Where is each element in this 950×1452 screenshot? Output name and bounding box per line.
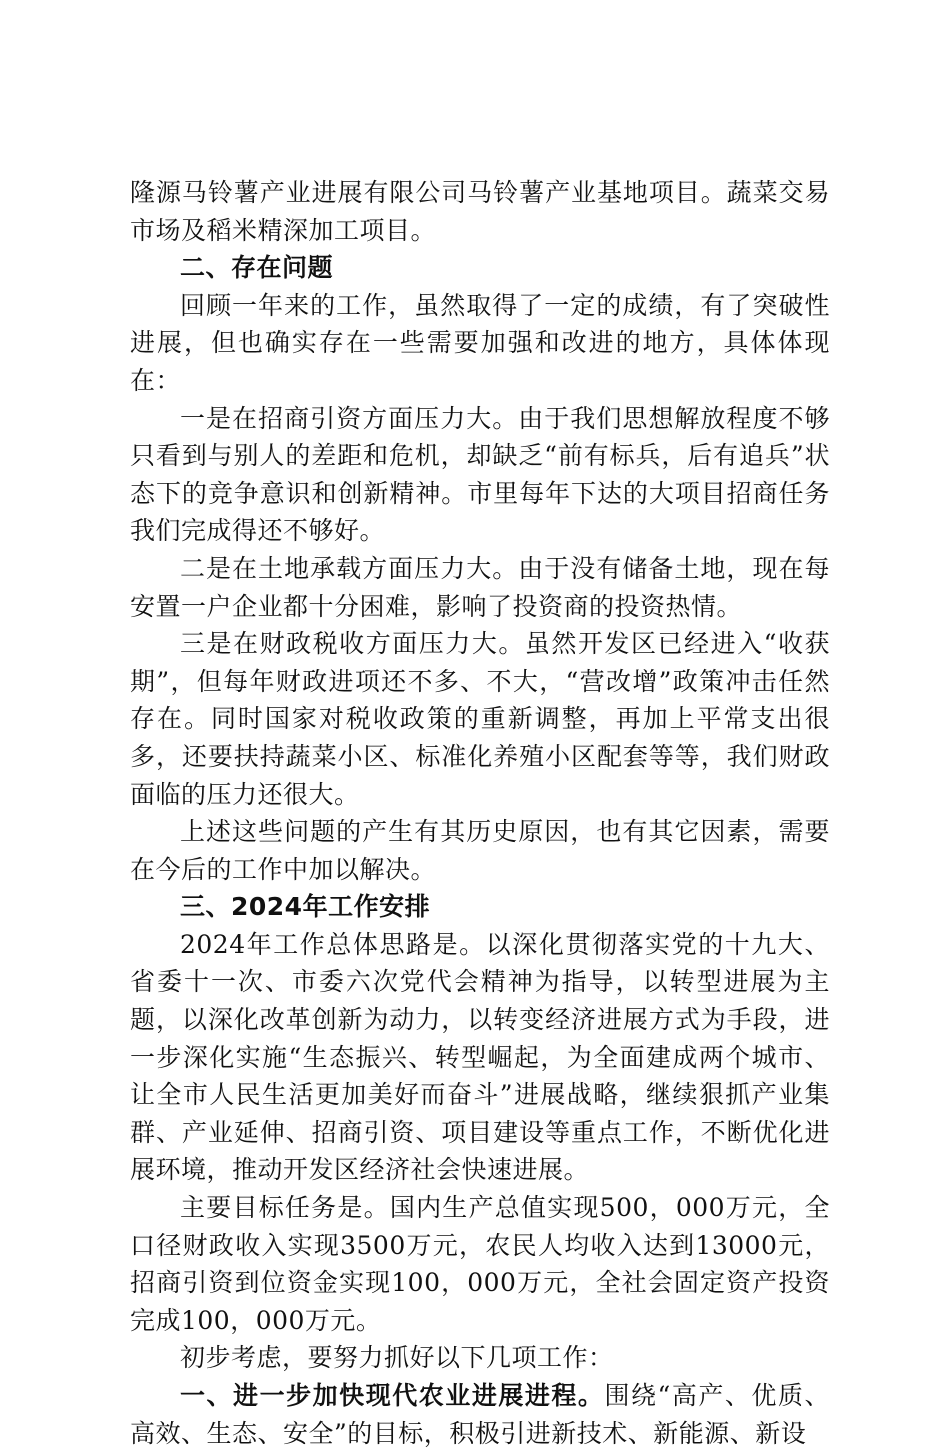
paragraph-overall-approach: 2024年工作总体思路是。以深化贯彻落实党的十九大、省委十一次、市委六次党代会精神为指导，以转型进展为主题，以深化改革创新为动力，以转变经济进展方式为手段，进一步深化实施“生态振兴、转型崛起，为全面建成两个城市、让全市人民生活更加美好而奋斗”进展战略，继续狠抓产业集群、产业延伸、招商引资、项目建设等重点工作，不断优化进展环境，推动开发区经济社会快速进展。 <box>130 929 830 1185</box>
paragraph-finance-pressure: 三是在财政税收方面压力大。虽然开发区已经进入“收获期”，但每年财政进项还不多、不大，“营改增”政策冲击任然存在。同时国家对税收政策的重新调整，再加上平常支出很多，还要扶持蔬菜小区、标准化养殖小区配套等等，我们财政面临的压力还很大。 <box>130 629 830 809</box>
paragraph-body-agriculture: 围绕“高产、优质、高效、生态、安全”的目标，积极引进新技术、新能源、新设 <box>130 1381 830 1448</box>
paragraph-project-list: 隆源马铃薯产业进展有限公司马铃薯产业基地项目。蔬菜交易市场及稻米精深加工项目。 <box>130 178 830 245</box>
paragraph-lead-agriculture: 一、进一步加快现代农业进展进程。 <box>180 1381 605 1410</box>
document-page <box>130 174 830 1452</box>
paragraph-modern-agriculture <box>130 1377 830 1452</box>
section-heading-problems: 二、存在问题 <box>180 253 334 283</box>
paragraph-review: 回顾一年来的工作，虽然取得了一定的成绩，有了突破性进展，但也确实存在一些需要加强和改进的地方，具体体现在： <box>130 290 830 395</box>
paragraph-investment-pressure: 一是在招商引资方面压力大。由于我们思想解放程度不够只看到与别人的差距和危机，却缺乏“前有标兵，后有追兵”状态下的竞争意识和创新精神。市里每年下达的大项目招商任务我们完成得还不够好。 <box>130 403 830 546</box>
paragraph-land-pressure: 二是在土地承载方面压力大。由于没有储备土地，现在每安置一户企业都十分困难，影响了投资商的投资热情。 <box>130 553 830 621</box>
paragraph-initial-considerations: 初步考虑，要努力抓好以下几项工作： <box>180 1343 614 1373</box>
paragraph-problems-summary: 上述这些问题的产生有其历史原因，也有其它因素，需要在今后的工作中加以解决。 <box>130 817 830 884</box>
paragraph-main-targets: 主要目标任务是。国内生产总值实现500，000万元，全口径财政收入实现3500万元，农民人均收入达到13000元，招商引资到位资金实现100，000万元，全社会固定资产投资完成100，000万元。 <box>130 1193 830 1335</box>
section-heading-2024-plan: 三、2024年工作安排 <box>180 892 431 922</box>
